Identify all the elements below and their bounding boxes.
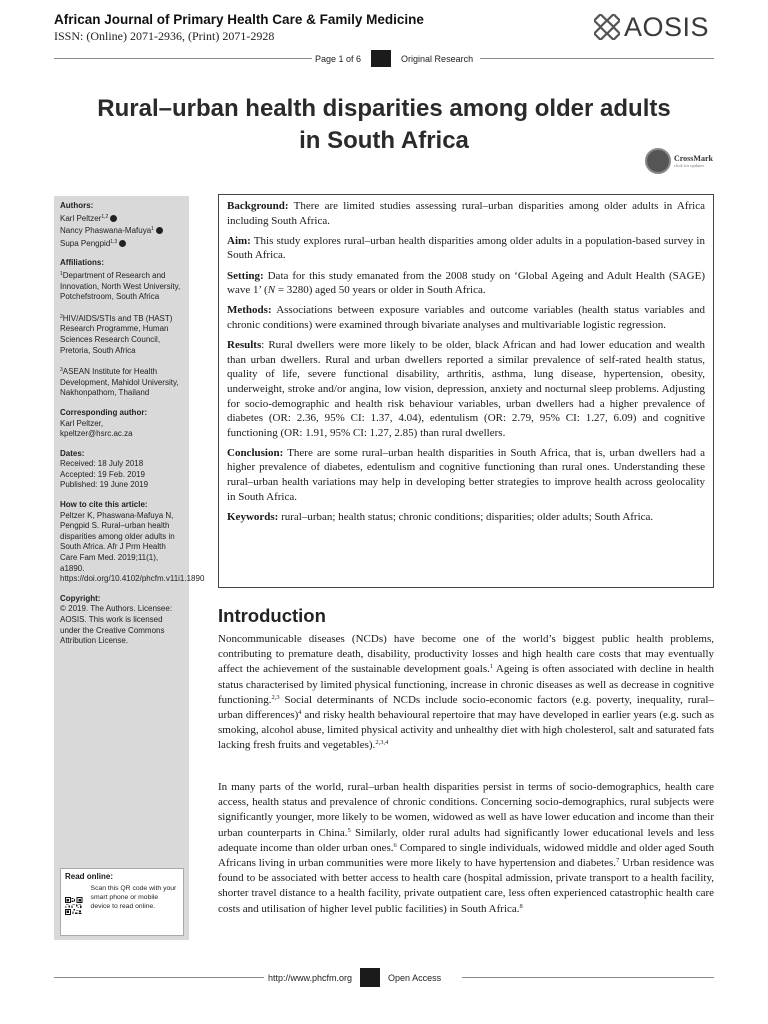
date-received: Received: 18 July 2018 [60,459,144,469]
abstract-aim: Aim: This study explores rural–urban health disparities among older adults in a population-based survey in South Africa. [227,234,705,262]
author[interactable]: Supa Pengpid$^{1,3}$ [60,237,183,250]
abstract-background: Background: There are limited studies assessing rural–urban disparities among older adults in Africa including South Africa. [227,200,705,227]
orcid-icon[interactable] [110,215,117,222]
running-header [315,50,473,67]
copyright-text: © 2019. The Authors. Licensee: AOSIS. This work is licensed under the Creative Commons Attribution License. [60,604,173,646]
article-type: Original Research [401,53,474,64]
author[interactable]: Nancy Phaswana-Mafuya$^1$ [60,224,183,237]
abstract-setting: Setting: Data for this study emanated from the 2008 study on ‘Global Ageing and Adult Health (SAGE) wave 1’ (N = 3280) aged 50 years or older in South Africa. [227,269,705,297]
author[interactable]: Karl Peltzer$^{1,2}$ [60,212,183,225]
date-published: Published: 19 June 2019 [60,480,149,490]
open-access-label: Open Access [388,972,442,983]
crossmark-icon [645,148,671,174]
citation-text[interactable]: Peltzer K, Phaswana-Mafuya N, Pengpid S. Rural–urban health disparities among older adults in South Africa. Afr J Prm Health Care Fam Med. 2019;11(1), a1890. https://doi.org/10.4102/phcfm.v11i1.1890 [60,510,205,584]
abstract-results: Results: Rural dwellers were more likely to be older, black African and had lower education and wealth than urban dwellers. Rural and urban dwellers reported a similar prevalence of self-rated health status, quality of life, severe functional disability, arthritis, asthma, lung disease, hypertension, obesity, underweight, stroke and/or angina, low vision, depression, anxiety and nocturnal sleep problems. Adjusting for socio-demographic and health risk behaviour variables, urban dwellers had a higher prevalence of diabetes (OR: 2.36, 95% CI: 1.37, 4.04), edentulism (OR: 2.79, 95% CI: 1.27, 6.09) and cognitive functioning (OR: 1.91, 95% CI: 1.27, 2.85) than rural dwellers. [227,339,705,439]
intro-paragraph-2: In many parts of the world, rural–urban health disparities persist in terms of socio-demographics, health care access, health status and prevalence of chronic conditions. Concerning socio-demographics, rural subjects were significantly younger, more likely to be women, widowed as well as have lower education and income than their urban counterparts in China.$^5$ Similarly, older rural adults had significantly lower educational levels and less adequate income than older urban ones.$^6$ Compared to single individuals, widowed middle and older aged South Africans living in urban communities were more likely to have hypertension and diabetes.$^7$ Urban residence was found to be associated with better access to health care (hospital admission, private transport to a health facility, shorter travel distance to a health facility, private outpatient care, less often experienced catastrophic health care costs and utilisation of higher level public facilities) in South Africa.$^8$ [218,781,714,915]
authors-section [60,201,183,249]
read-online-text: Scan this QR code with your smart phone or mobile device to read online. [90,885,177,910]
footer-rule-right [462,977,714,978]
orcid-icon[interactable] [119,240,126,247]
reference-link[interactable]: 2,3 [271,693,280,701]
read-online-heading: Read online: [65,872,114,881]
reference-link[interactable]: 6 [393,841,397,849]
crossmark-label: CrossMark [674,154,713,163]
reference-link[interactable]: 1 [489,663,494,671]
footer-rule-left [54,977,264,978]
header-rule-left [54,58,312,59]
intro-paragraph-1: Noncommunicable diseases (NCDs) have become one of the world’s biggest public health problems, contributing to premature death, disability, productivity losses and high health care costs that may eventually affect the achievement of the sustainable development goals.$^1$ Ageing is often associated with decline in health status characterised by limited physical functioning, increase in chronic diseases as well as decrease in cognitive functioning.$^{2,3}$ Social determinants of NCDs include socio-economic factors (e.g. poverty, inequality, rural–urban differences)$^4$ and risky health behavioural repertoire that may have developed in earlier years (e.g. such as smoking, alcohol abuse, limited physical activity and unhealthy diet with high cholesterol, salt and saturated fats lacking fresh fruits and vegetables).$^{2,3,4}$ [218,633,714,752]
article-info-sidebar [54,196,205,940]
reference-link[interactable]: 2,3,4 [375,739,389,747]
header-rule-right [480,58,714,59]
journal-url-link[interactable]: http://www.phcfm.org [268,972,353,983]
crossmark-badge[interactable] [645,148,713,174]
read-online-box [60,868,184,936]
title-line-1: Rural–urban health disparities among older adults [97,95,671,122]
crossmark-sub: click for updates [674,163,704,168]
orcid-icon[interactable] [156,227,163,234]
copyright-heading: Copyright: [60,593,101,603]
citation-heading: How to cite this article: [60,500,148,510]
affiliations-heading: Affiliations: [60,258,104,268]
corresponding-email-link[interactable]: kpeltzer@hsrc.ac.za [60,429,133,439]
article-title [60,93,708,157]
citation-section [60,500,205,585]
corresponding-heading: Corresponding author: [60,407,148,417]
corresponding-section [60,408,183,440]
reference-link[interactable]: 4 [298,709,302,717]
reference-link[interactable]: 7 [616,857,620,865]
affiliation: $^2$HIV/AIDS/STIs and TB (HAST) Research Programme, Human Sciences Research Council, Pretoria, South Africa [60,313,173,355]
date-accepted: Accepted: 19 Feb. 2019 [60,469,145,479]
reference-link[interactable]: 8 [519,902,523,910]
header-block [371,50,391,67]
footer-block [360,968,380,987]
page-footer [268,968,441,987]
publisher-logo[interactable] [594,12,709,42]
reference-link[interactable]: 5 [347,826,351,834]
abstract-methods: Methods: Associations between exposure variables and outcome variables (health status variables and chronic conditions) were examined through bivariate analyses and multivariable logistic regression. [227,304,705,331]
abstract-box [218,194,714,588]
corresponding-name: Karl Peltzer, [60,418,104,428]
affiliation: $^1$Department of Research and Innovation, North West University, Potchefstroom, South Africa [60,270,181,302]
logo-text: AOSIS [624,12,710,42]
aosis-logo-icon [594,14,620,40]
copyright-section [60,594,183,647]
dates-section [60,449,183,491]
issn: ISSN: (Online) 2071-2936, (Print) 2071-2928 [54,29,275,43]
authors-heading: Authors: [60,201,94,210]
qr-code-icon[interactable] [65,884,83,928]
title-line-2: in South Africa [299,127,469,154]
abstract-conclusion: Conclusion: There are some rural–urban health disparities in South Africa, that is, urban dwellers had a higher prevalence of diabetes, edentulism and cognitive functioning than rural ones. Understanding these rural–urban health variations may help in developing better strategies to improve health across geolocality in South Africa. [227,446,705,503]
affiliations-section [60,258,183,399]
journal-title: African Journal of Primary Health Care & Family Medicine [54,12,424,27]
section-heading-introduction: Introduction [218,605,326,626]
page-number: Page 1 of 6 [315,53,362,64]
affiliation: $^3$ASEAN Institute for Health Development, Mahidol University, Nakhonpathom, Thailand [60,367,179,398]
abstract-keywords: Keywords: rural–urban; health status; chronic conditions; disparities; older adults; South Africa. [227,510,654,523]
dates-heading: Dates: [60,448,85,458]
